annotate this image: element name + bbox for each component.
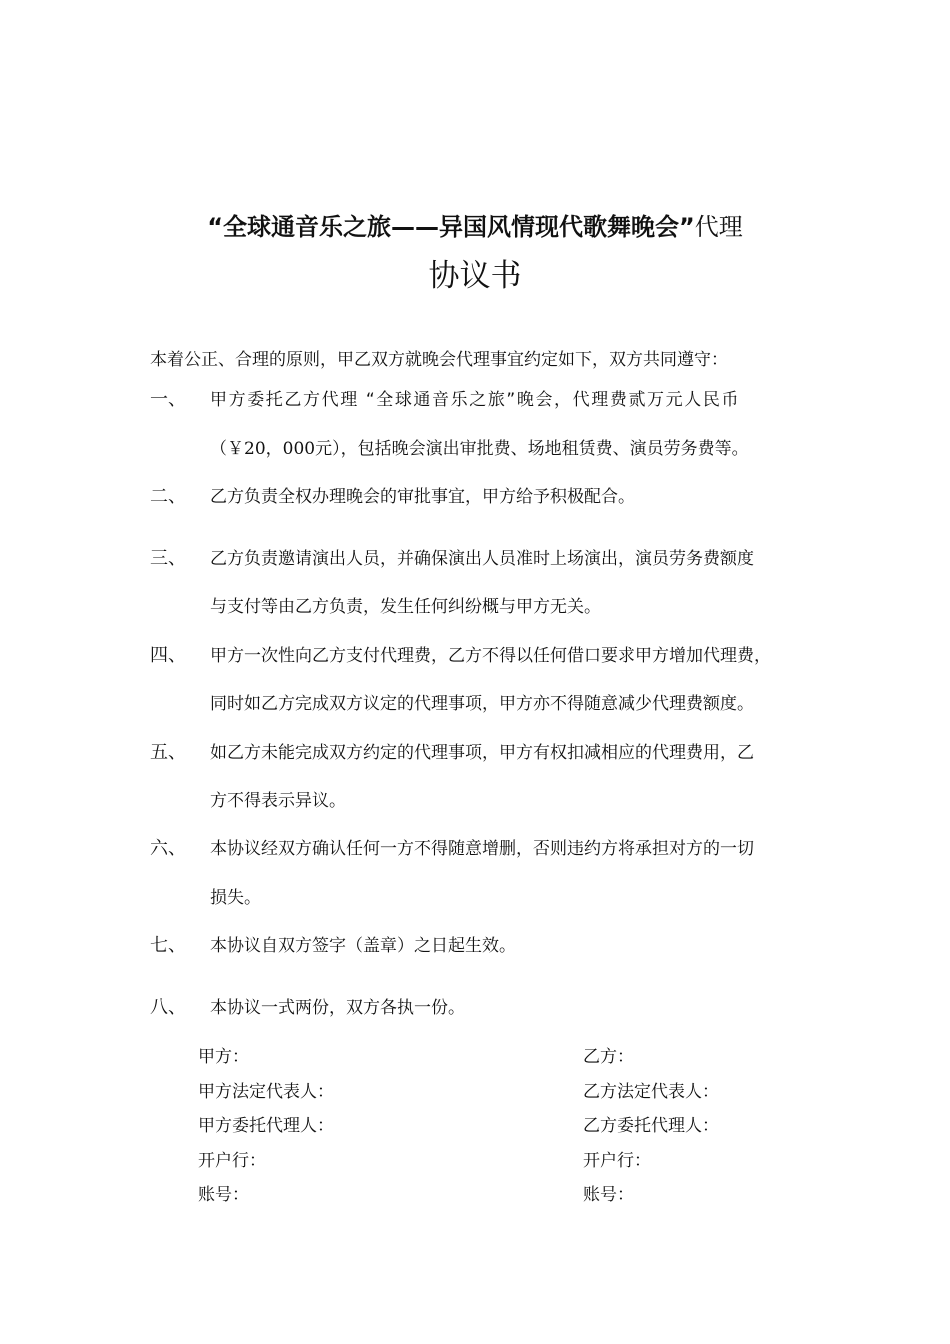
clause-text-line: 甲方一次性向乙方支付代理费，乙方不得以任何借口要求甲方增加代理费， xyxy=(210,646,771,666)
clause-number: 三、 xyxy=(150,548,186,569)
party-a-label: 甲方： xyxy=(198,1047,249,1067)
clause-number: 七、 xyxy=(150,935,186,956)
clause-text-line: 本协议经双方确认任何一方不得随意增删，否则违约方将承担对方的一切 xyxy=(210,839,754,859)
clause-text-line: 本协议一式两份，双方各执一份。 xyxy=(210,998,465,1018)
clause-text-line: 损失。 xyxy=(210,888,261,908)
title-event-name: “全球通音乐之旅——异国风情现代歌舞晚会” xyxy=(207,213,695,241)
clause-number: 六、 xyxy=(150,838,186,859)
clause-text-line: 与支付等由乙方负责，发生任何纠纷概与甲方无关。 xyxy=(210,597,601,617)
clause-number: 一、 xyxy=(150,389,186,410)
party-a-bank: 开户行： xyxy=(198,1151,266,1171)
clause-text-line: 方不得表示异议。 xyxy=(210,791,346,811)
title-suffix: 代理 xyxy=(694,213,743,241)
clause-text-line: 乙方负责邀请演出人员，并确保演出人员准时上场演出，演员劳务费额度 xyxy=(210,549,754,569)
document-title xyxy=(0,210,950,244)
clause-text-line: 同时如乙方完成双方议定的代理事项，甲方亦不得随意减少代理费额度。 xyxy=(210,694,754,714)
clause-text: 甲方委托乙方代理 xyxy=(210,390,359,410)
party-b-label: 乙方： xyxy=(583,1047,634,1067)
clause-number: 二、 xyxy=(150,486,186,507)
party-a-legal-rep: 甲方法定代表人： xyxy=(198,1082,334,1102)
clause-number: 四、 xyxy=(150,645,186,666)
clause-text-line: 本协议自双方签字（盖章）之日起生效。 xyxy=(210,936,516,956)
party-a-agent: 甲方委托代理人： xyxy=(198,1116,334,1136)
party-b-bank: 开户行： xyxy=(583,1151,651,1171)
clause-text-line xyxy=(210,387,740,413)
clause-highlight: 晚会的审批事宜 xyxy=(346,487,465,507)
clause-text: ，代理费贰万元人民币 xyxy=(554,390,741,410)
clause-number: 八、 xyxy=(150,997,186,1018)
document-subtitle: 协议书 xyxy=(428,258,522,294)
party-b-account: 账号： xyxy=(583,1185,634,1205)
party-a-account: 账号： xyxy=(198,1185,249,1205)
clause-number: 五、 xyxy=(150,742,186,763)
party-b-agent: 乙方委托代理人： xyxy=(583,1116,719,1136)
clause-text-line xyxy=(210,484,635,510)
intro-paragraph: 本着公正、合理的原则，甲乙双方就晚会代理事宜约定如下，双方共同遵守： xyxy=(150,350,728,370)
clause-text-line: 如乙方未能完成双方约定的代理事项，甲方有权扣减相应的代理费用，乙 xyxy=(210,743,754,763)
clause-text: ，甲方给予积极配合。 xyxy=(465,487,635,507)
clause-text: 乙方负责全权办理 xyxy=(210,487,346,507)
clause-event-name: “全球通音乐之旅”晚会 xyxy=(365,390,555,410)
clause-text-line: （￥20，000元），包括晚会演出审批费、场地租赁费、演员劳务费等。 xyxy=(210,439,749,459)
party-b-legal-rep: 乙方法定代表人： xyxy=(583,1082,719,1102)
